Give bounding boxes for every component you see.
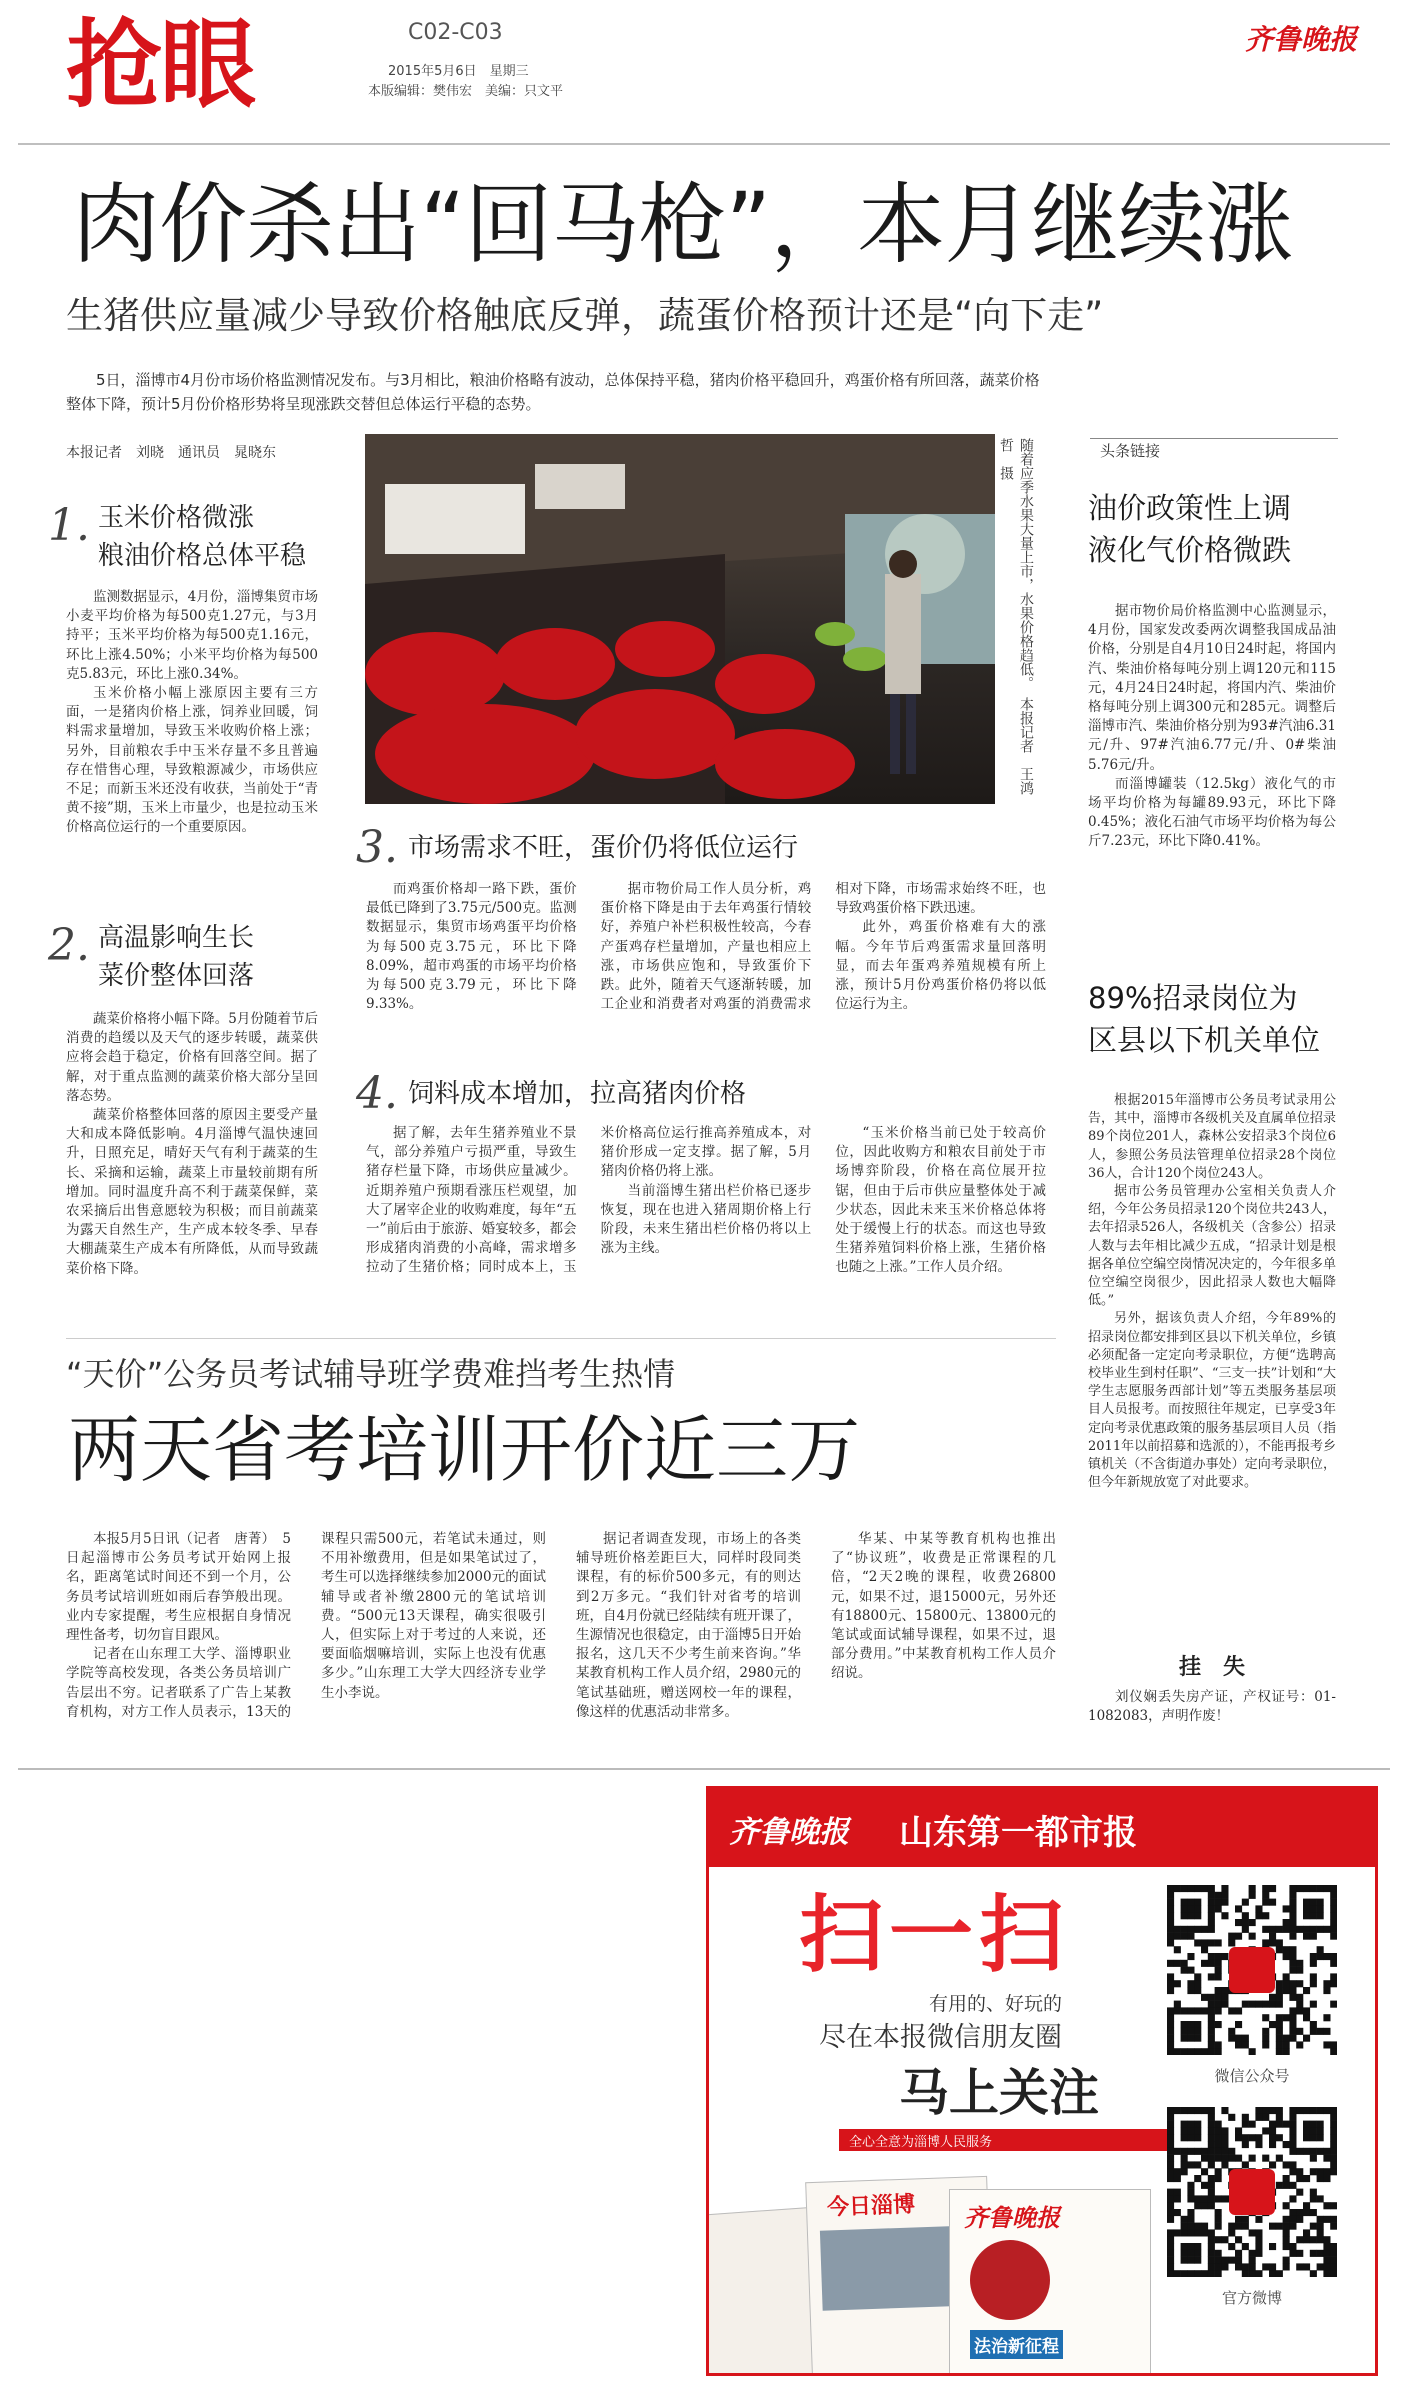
- page-numbers: C02-C03: [408, 20, 503, 45]
- sidebar-story2-title-line1: 89%招录岗位为: [1088, 981, 1298, 1015]
- market-photo-art: [365, 434, 995, 804]
- section-1-title-line1: 玉米价格微涨: [98, 503, 255, 533]
- paragraph: 本报5月5日讯（记者 唐菁） 5日起淄博市公务员考试开始网上报名，距离笔试时间还不到一个月，公务员考试培训班如雨后春笋般出现。业内专家提醒，考生应根据自身情况理性备考，切勿盲目跟风。: [66, 1531, 291, 1644]
- editor-credits: 本版编辑：樊伟宏 美编：只文平: [368, 84, 564, 99]
- paragraph: 而淄博罐装（12.5kg）液化气的市场平均价格为每罐89.93元，环比下降0.45%；液化石油气市场平均价格为每公斤7.23元，环比下降0.41%。: [1088, 775, 1336, 850]
- market-photo: [365, 434, 995, 804]
- paragraph: 据市物价局工作人员分析，鸡蛋价格下降是由于去年鸡蛋行情较好，养殖户补栏积极性较高，今春产蛋鸡存栏量增加，产量也相应上涨，市场供应饱和，导致蛋价下跌。此外，随着天气逐渐转暖，加工企业和消费者对鸡蛋的消费需求相对下降，市场需求始终不旺，也导致鸡蛋价格下跌迅速。: [600, 881, 1046, 1013]
- sidebar-story1-title-line2: 液化气价格微跌: [1088, 533, 1292, 567]
- ad-box: [706, 1786, 1378, 2376]
- ad-follow-sub: 全心全意为淄博人民服务: [849, 2135, 993, 2150]
- paragraph: “玉米价格当前已处于较高价位，因此收购方和粮农目前处于市场博弈阶段，价格在高位展开拉锯，但由于后市供应量整体处于减少状态，因此未来玉米价格总体将处于缓慢上行的状态。而这也导致生猪养殖饲料价格上涨，生猪价格也随之上涨。”工作人员介绍。: [835, 1125, 1046, 1276]
- section-2-title-line2: 菜价整体回落: [98, 961, 255, 991]
- section-2-title-line1: 高温影响生长: [98, 923, 255, 953]
- lost-notice-title: 挂 失: [1178, 1655, 1245, 1680]
- section-4-number: 4.: [356, 1068, 398, 1119]
- paragraph: 记者在山东理工大学、淄博职业学院等高校发现，各类公务员培训广告层出不穷。记者联系了广告上某教育机构，对方工作人员表示，13天的课程只需500元，若笔试未通过，则不用补缴费用，但是如果笔试过了，考生可以选择继续参加2000元的面试辅导或者补缴2800元的笔试培训费。“500元13天课程，确实很吸引人，但实际上对于考过的人来说，还要面临烟嘛培训，实际上也没有优惠多少。”山东理工大学大四经济专业学生小李说。: [66, 1531, 546, 1720]
- weibo-qr-label: 官方微博: [1221, 2289, 1282, 2307]
- lead-bottom-rule: [66, 1338, 1056, 1339]
- paragraph: 根据2015年淄博市公务员考试录用公告，其中，淄博市各级机关及直属单位招录89个岗位201人，森林公安招录3个岗位6人，参照公务员法管理单位招录28个岗位36人，合计120个岗位243人。: [1088, 1093, 1336, 1181]
- sidebar-story2-body: [1088, 1092, 1336, 1492]
- section-1-body: [66, 588, 318, 838]
- section-3-title: 市场需求不旺，蛋价仍将低位运行: [408, 833, 799, 863]
- section-3-number: 3.: [356, 822, 398, 873]
- lost-notice-text: [1088, 1688, 1336, 1726]
- paragraph: 监测数据显示，4月份，淄博集贸市场小麦平均价格为每500克1.27元，与3月持平；玉米平均价格为每500克1.16元，环比上涨4.50%；小米平均价格为每500克5.83元，环比上涨0.34%。: [66, 589, 318, 682]
- sidebar-story2-title-line2: 区县以下机关单位: [1088, 1023, 1321, 1057]
- newspaper-3: [949, 2189, 1151, 2376]
- newspaper-stack: [709, 2159, 1149, 2376]
- section-1-title-line2: 粮油价格总体平稳: [98, 541, 307, 571]
- wechat-qr-code[interactable]: [1167, 1885, 1337, 2055]
- qr-pattern-1: [1167, 1885, 1337, 2055]
- paragraph: 刘仪娴丢失房产证，产权证号：01-1082083，声明作废！: [1088, 1689, 1336, 1725]
- photo-caption: 随着应季水果大量上市，水果价格趋低。 本报记者 王鸿哲 摄: [998, 438, 1034, 795]
- weibo-qr-code[interactable]: [1167, 2107, 1337, 2277]
- section-3-body: [366, 880, 1046, 1060]
- paper-logo: 齐鲁晚报: [1245, 23, 1358, 56]
- paragraph: 据记者调查发现，市场上的各类辅导班价格差距巨大，同样时段同类课程，有的标价500多元，有的则达到2万多元。“我们针对省考的培训班，自4月份就已经陆续有班开课了，生源情况也很稳定，由于淄博5日开始报名，这几天不少考生前来咨询。”华某教育机构工作人员介绍，2980元的笔试基础班，赠送网校一年的课程，像这样的优惠活动非常多。: [576, 1531, 801, 1720]
- paragraph: 而鸡蛋价格却一路下跌，蛋价最低已降到了3.75元/500克。监测数据显示，集贸市场鸡蛋平均价格为每500克3.75元，环比下降8.09%，超市鸡蛋的市场平均价格为每500克3.79元，环比下降9.33%。: [366, 881, 577, 1013]
- sidebar-story1-title-line1: 油价政策性上调: [1088, 491, 1292, 525]
- qr-pattern-2: [1167, 2107, 1337, 2277]
- lead-byline: 本报记者 刘晓 通讯员 晁晓东: [66, 445, 276, 461]
- sidebar-story1-body: [1088, 602, 1336, 852]
- section-1-number: 1.: [48, 500, 90, 551]
- paragraph: 此外，鸡蛋价格难有大的涨幅。今年节后鸡蛋需求量回落明显，而去年蛋鸡养殖规模有所上涨，预计5月份鸡蛋价格仍将以低位运行为主。: [835, 919, 1046, 1013]
- ad-scan-text: 扫一扫: [799, 1886, 1070, 1984]
- lead-headline: 肉价杀出“回马枪”，本月继续涨: [72, 173, 1293, 276]
- second-headline: 两天省考培训开价近三万: [68, 1408, 861, 1492]
- ad-follow: 马上关注: [899, 2064, 1099, 2122]
- paragraph: 当前淄博生猪出栏价格已逐步恢复，现在也进入猪周期价格上行阶段，未来生猪出栏价格仍将以上涨为主线。: [600, 1182, 812, 1257]
- newspaper-3-wheel: [970, 2240, 1050, 2320]
- section-4-title: 饲料成本增加，拉高猪肉价格: [408, 1079, 747, 1109]
- page-bottom-rule: [18, 1768, 1390, 1770]
- ad-line2: 尽在本报微信朋友圈: [819, 2022, 1062, 2053]
- section-2-number: 2.: [48, 920, 90, 971]
- issue-date: 2015年5月6日 星期三: [388, 64, 529, 79]
- section-4-body: [366, 1124, 1046, 1324]
- section-2-body: [66, 1010, 318, 1279]
- paragraph: 玉米价格小幅上涨原因主要有三方面，一是猪肉价格上涨，饲养业回暖，饲料需求量增加，导致玉米收购价格上涨；另外，目前粮农手中玉米存量不多且普遍存在惜售心理，导致粮源减少，市场供应不足；而新玉米还没有收获，当前处于“青黄不接”期，玉米上市量少，也是拉动玉米价格高位运行的一个重要原因。: [66, 685, 318, 836]
- paragraph: 据了解，去年生猪养殖业不景气，部分养殖户亏损严重，导致生猪存栏量下降，市场供应量减少。近期养殖户预期看涨压栏观望，加大了屠宰企业的收购难度，每年“五一”前后由于旅游、婚宴较多，都会形成猪肉消费的小高峰，需求增多拉动了生猪价格；同时成本上，玉米价格高位运行推高养殖成本，对猪价形成一定支撑。据了解，5月猪肉价格仍将上涨。: [366, 1125, 812, 1276]
- paragraph: 据市公务员管理办公室相关负责人介绍，今年公务员招录120个岗位共243人，去年招录526人，各级机关（含参公）招录人数与去年相比减少五成，“招录计划是根据各单位空编空岗情况决定的，今年很多单位空编空岗很少，因此招录人数也大幅降低。”: [1088, 1184, 1336, 1309]
- second-body: [66, 1530, 1056, 1755]
- paragraph: 蔬菜价格整体回落的原因主要受产量大和成本降低影响。4月淄博气温快速回升，日照充足，晴好天气有利于蔬菜的生长、采摘和运输，蔬菜上市量较前期有所增加。同时温度升高不利于蔬菜保鲜，菜农采摘后出售意愿较为积极；而目前蔬菜为露天自然生产，生产成本较冬季、早春大棚蔬菜生产成本有所降低，从而导致蔬菜价格下降。: [66, 1107, 318, 1277]
- lead-subhead: 生猪供应量减少导致价格触底反弹，蔬蛋价格预计还是“向下走”: [66, 294, 1104, 337]
- newspaper-2-title: 今日淄博: [826, 2192, 916, 2221]
- newspaper-3-title: 齐鲁晚报: [964, 2203, 1060, 2232]
- section-logo: 抢眼: [66, 9, 254, 121]
- masthead-rule: [18, 143, 1390, 145]
- paragraph: 蔬菜价格将小幅下降。5月份随着节后消费的趋缓以及天气的逐步转暖，蔬菜供应将会趋于稳定，价格有回落空间。据了解，对于重点监测的蔬菜价格大部分呈回落态势。: [66, 1011, 318, 1104]
- sidebar-label-rule: [1090, 438, 1338, 439]
- paragraph: 据市物价局价格监测中心监测显示，4月份，国家发改委两次调整我国成品油价格，分别是自4月10日24时起，将国内汽、柴油价格每吨分别上调120元和115元，4月24日24时起，将国内汽、柴油价格每吨分别上调300元和285元。调整后淄博市汽、柴油价格分别为93#汽油6.31元/升、97#汽油6.77元/升、0#柴油5.76元/升。: [1088, 603, 1336, 773]
- paragraph: 另外，据该负责人介绍，今年89%的招录岗位都安排到区县以下机关单位，乡镇必须配备一定定向考录职位，方便“选聘高校毕业生到村任职”、“三支一扶”计划和“大学生志愿服务西部计划”等五类服务基层项目人员报考。而按照往年规定，已享受3年定向考录优惠政策的服务基层项目人员（指2011年以前招募和选派的），不能再报考乡镇机关（不含街道办事处）定向考录职位，但今年新规放宽了对此要求。: [1088, 1311, 1336, 1491]
- newspaper-3-headline: 法治新征程: [970, 2330, 1063, 2359]
- ad-slogan: 山东第一都市报: [899, 1813, 1137, 1853]
- ad-line1: 有用的、好玩的: [929, 1993, 1063, 2015]
- second-kicker: “天价”公务员考试辅导班学费难挡考生热情: [66, 1355, 676, 1393]
- sidebar-label: 头条链接: [1100, 442, 1161, 460]
- wechat-qr-label: 微信公众号: [1214, 2067, 1290, 2085]
- paragraph: 华某、中某等教育机构也推出了“协议班”，收费是正常课程的几倍，“2天2晚的课程，收费26800元，如果不过，退15000元，另外还有18800元、15800元、13800元的笔试或面试辅导课程，如果不过，退部分费用。”中某教育机构工作人员介绍说。: [831, 1531, 1056, 1682]
- ad-brand: 齐鲁晚报: [729, 1815, 849, 1850]
- lead-intro: 5日，淄博市4月份市场价格监测情况发布。与3月相比，粮油价格略有波动，总体保持平稳，猪肉价格平稳回升，鸡蛋价格有所回落，蔬菜价格整体下降，预计5月份价格形势将呈现涨跌交替但总体运行平稳的态势。: [66, 371, 1040, 413]
